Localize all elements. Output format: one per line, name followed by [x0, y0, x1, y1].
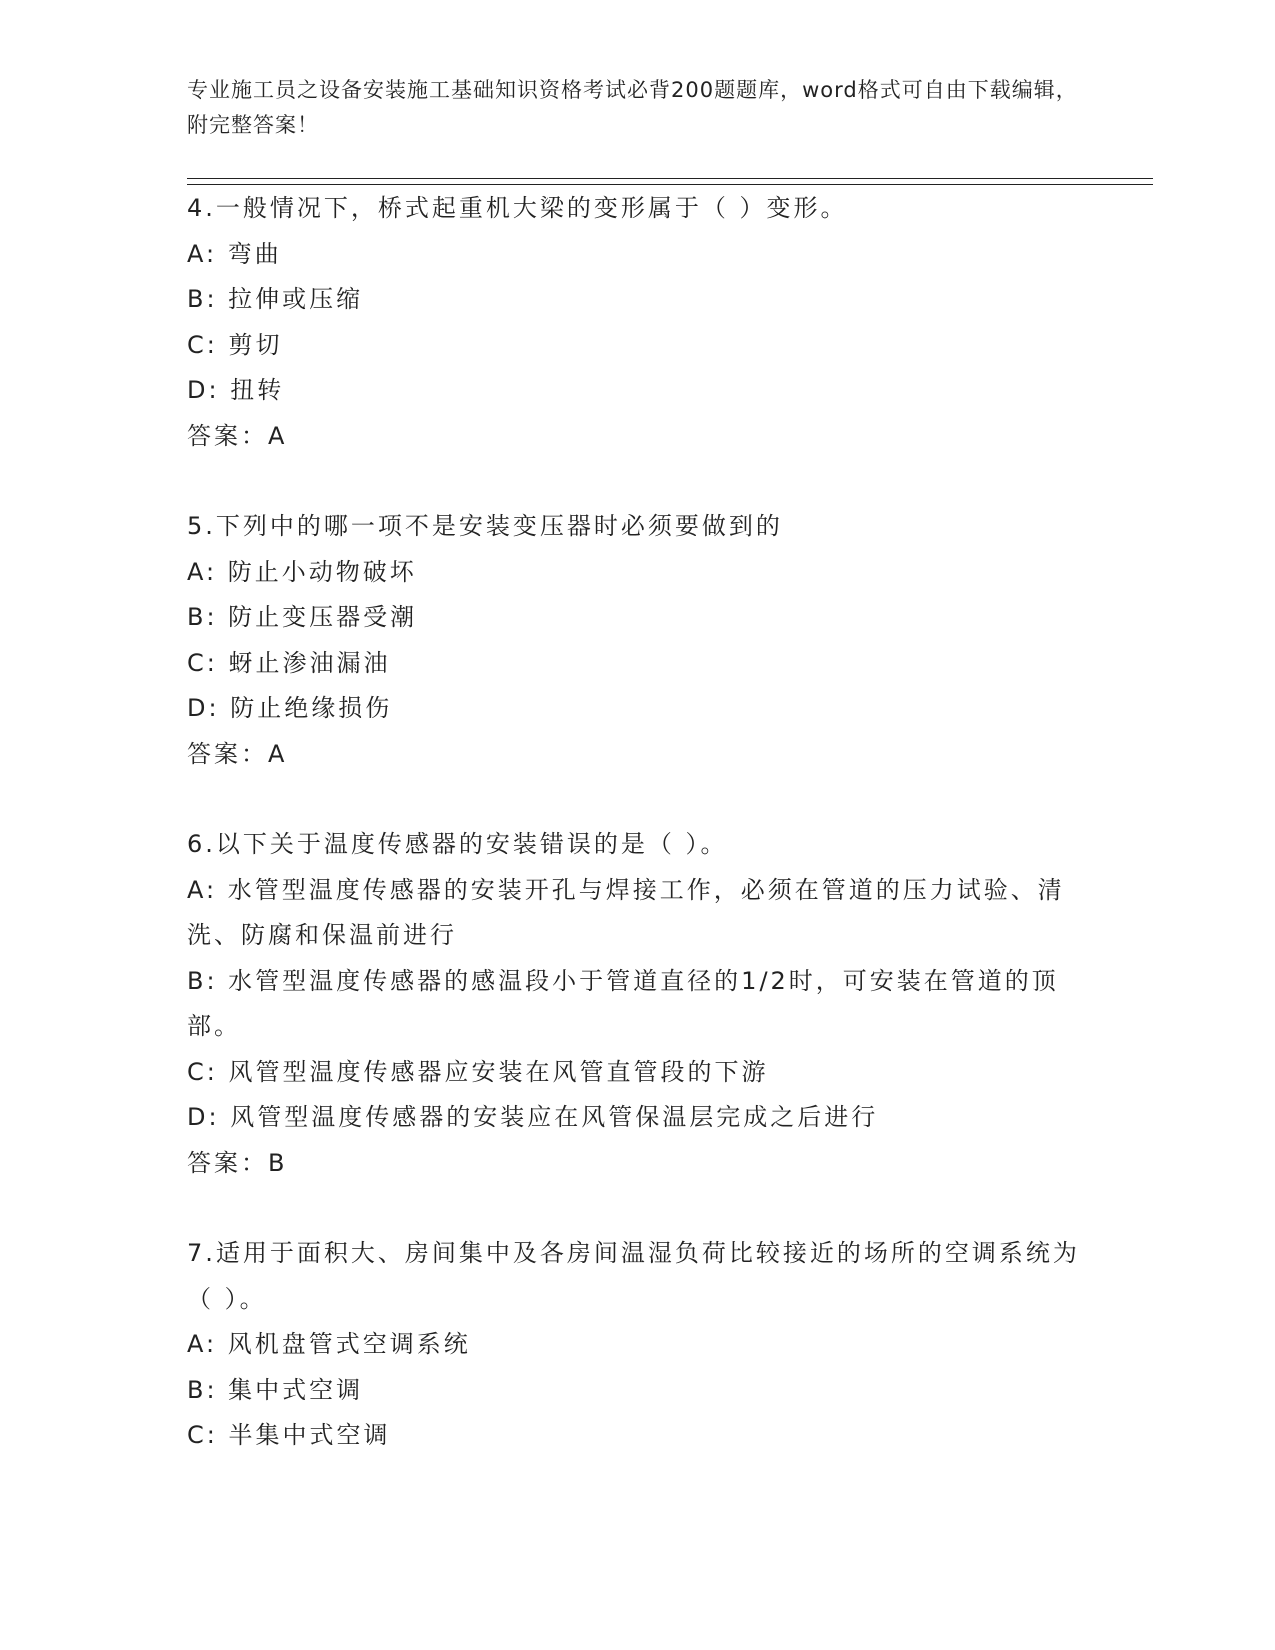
answer-text: 答案：A [187, 739, 288, 768]
question-6 [187, 822, 1087, 1186]
document-header: 专业施工员之设备安装施工基础知识资格考试必背200题题库，word格式可自由下载编辑，附完整答案！ [187, 78, 1078, 137]
option-a: A: 防止小动物破坏 [187, 557, 417, 586]
option-b: B: 防止变压器受潮 [187, 603, 418, 631]
option-c: C: 蚜止渗油漏油 [187, 648, 391, 677]
option-d: D: 扭转 [187, 376, 285, 404]
answer-text: 答案：B [187, 1148, 288, 1177]
option-b: B: 集中式空调 [187, 1375, 364, 1404]
option-d: D: 防止绝缘损伤 [187, 694, 393, 722]
option-a: A: 风机盘管式空调系统 [187, 1330, 471, 1358]
option-c: C: 半集中式空调 [187, 1421, 391, 1449]
option-b: B: 拉伸或压缩 [187, 285, 364, 313]
question-list [187, 186, 1087, 1504]
option-c: C: 剪切 [187, 330, 283, 359]
question-7 [187, 1231, 1087, 1459]
question-stem: 5.下列中的哪一项不是安装变压器时必须要做到的 [187, 512, 783, 540]
question-5 [187, 504, 1087, 777]
question-stem: 7.适用于面积大、房间集中及各房间温湿负荷比较接近的场所的空调系统为（ ）。 [187, 1239, 1080, 1313]
header-divider-top [187, 178, 1153, 179]
option-a: A: 水管型温度传感器的安装开孔与焊接工作，必须在管道的压力试验、清洗、防腐和保温前进行 [187, 875, 1065, 949]
answer-text: 答案：A [187, 421, 288, 450]
question-stem: 6.以下关于温度传感器的安装错误的是（ ）。 [187, 830, 728, 858]
header-divider-bottom [187, 184, 1153, 185]
question-stem: 4.一般情况下，桥式起重机大梁的变形属于（ ）变形。 [187, 194, 848, 222]
option-b: B: 水管型温度传感器的感温段小于管道直径的1/2时，可安装在管道的顶部。 [187, 966, 1059, 1040]
option-a: A: 弯曲 [187, 239, 282, 268]
question-4 [187, 186, 1087, 459]
option-c: C: 风管型温度传感器应安装在风管直管段的下游 [187, 1057, 769, 1086]
option-d: D: 风管型温度传感器的安装应在风管保温层完成之后进行 [187, 1103, 879, 1131]
